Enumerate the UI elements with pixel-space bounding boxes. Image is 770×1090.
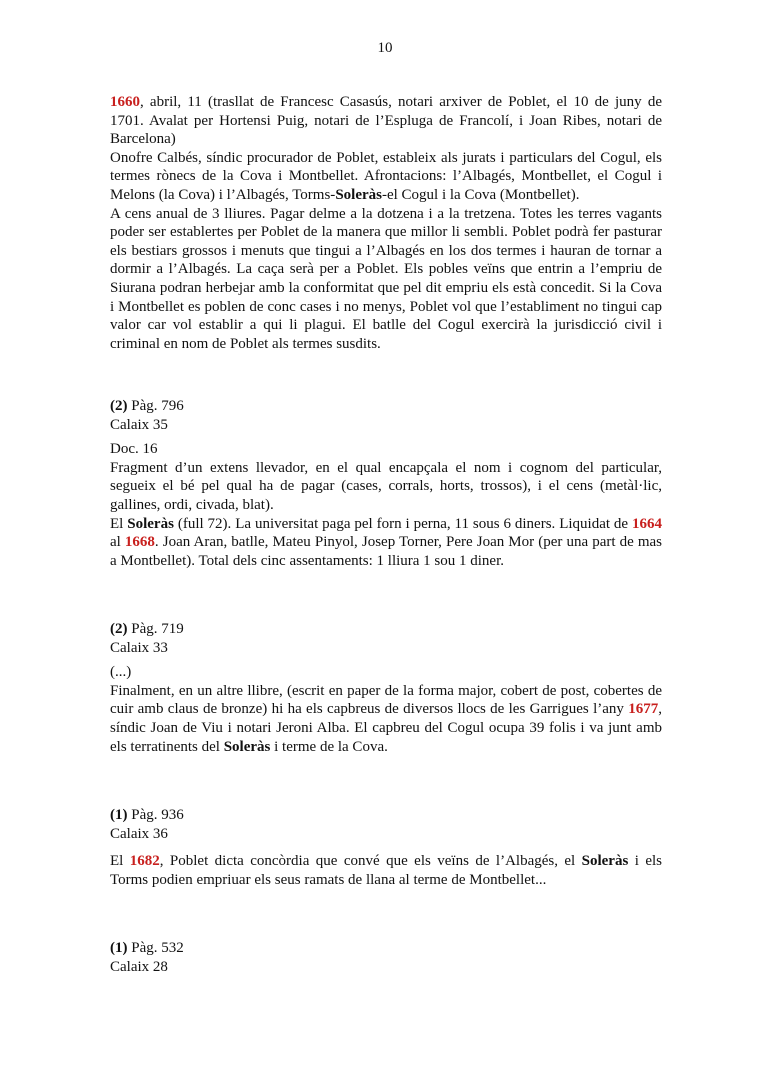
year-highlight: 1677: [628, 701, 659, 718]
text-run: i terme de la Cova.: [270, 738, 388, 755]
text-run: -el Cogul i la Cova (Montbellet).: [381, 186, 580, 203]
entry-pag-936: [110, 806, 662, 889]
text-run: al: [110, 534, 125, 551]
entry-1660-paragraph-2: [110, 149, 662, 205]
text-run: , síndic Joan de Viu i notari Jeroni Alba. El capbreu del Cogul ocupa 39 folis i va junt amb els terratinents del: [110, 701, 662, 755]
page-reference: [110, 806, 662, 825]
text-run: . Joan Aran, batlle, Mateu Pinyol, Josep Torner, Pere Joan Mor (per una part de mas a Montbellet). Total dels cinc assentaments: 1 lliura 1 sou 1 diner.: [110, 534, 662, 569]
reference-number: (2): [110, 398, 128, 414]
text-run: (full 72). La universitat paga pel forn i perna, 11 sous 6 diners. Liquidat de: [173, 515, 632, 532]
entry-796-paragraph-2: [110, 515, 662, 571]
doc-label: Doc. 16: [110, 441, 158, 458]
reference-number: (1): [110, 807, 128, 823]
soleras-bold: Soleràs: [581, 853, 629, 870]
page-reference: [110, 939, 662, 958]
entry-pag-796: [110, 397, 662, 570]
year-highlight: 1668: [124, 534, 155, 551]
reference-page: Pàg. 936: [127, 807, 184, 823]
page-number: 10: [377, 40, 393, 56]
calaix-label: Calaix 35: [110, 416, 168, 433]
calaix-label: Calaix 36: [110, 825, 168, 842]
page-reference: [110, 620, 662, 639]
soleras-bold: Soleràs: [335, 186, 382, 203]
text-run: Onofre Calbés, síndic procurador de Poblet, estableix als jurats i particulars del Cogul, els termes rònecs de la Cova i Montbellet. Afrontacions: l’Albagés, Montbellet, el Cogul i Melons (la Cova) i l’Albagés, Torms-: [110, 149, 662, 203]
entry-1660-header: [110, 93, 662, 149]
reference-page: Pàg. 719: [127, 621, 184, 637]
calaix-label: Calaix 28: [110, 958, 168, 975]
text-run: Finalment, en un altre llibre, (escrit en paper de la forma major, cobert de post, cobertes de cuir amb claus de bronze) hi ha els capbreus de diversos llocs de les Garrigues l’any: [110, 682, 662, 718]
soleras-bold: Soleràs: [223, 738, 271, 755]
text-run: El: [110, 515, 128, 532]
page-reference: [110, 397, 662, 416]
entry-936-paragraph: [110, 852, 662, 889]
year-highlight: 1682: [129, 853, 160, 870]
soleras-bold: Soleràs: [127, 515, 174, 532]
entry-1660: [110, 93, 662, 353]
reference-page: Pàg. 532: [127, 940, 184, 956]
text-run: El: [110, 853, 130, 870]
calaix-label: Calaix 33: [110, 639, 168, 656]
entry-719-paragraph: [110, 682, 662, 756]
entry-796-paragraph-1: Fragment d’un extens llevador, en el qual encapçala el nom i cognom del particular, segueix el bé pel qual ha de pagar (cases, corrals, horts, trossos), i el cens (metàl·lic, gallines, ordi, civada, blat).: [110, 459, 662, 513]
ellipsis-label: (...): [110, 664, 132, 681]
year-highlight: 1660: [110, 94, 140, 110]
year-highlight: 1664: [632, 515, 662, 532]
text-run: , Poblet dicta concòrdia que convé que els veïns de l’Albagés, el: [159, 853, 582, 870]
text-run: i els Torms podien empriuar els seus ramats de llana al terme de Montbellet...: [110, 853, 662, 888]
reference-page: Pàg. 796: [127, 398, 184, 414]
reference-number: (1): [110, 940, 128, 956]
entry-pag-532: [110, 939, 662, 976]
entry-1660-paragraph-3: A cens anual de 3 lliures. Pagar delme a la dotzena i a la tretzena. Totes les terres vagants poder ser establertes per Poblet de la manera que millor li sembli. Poblet podrà fer pasturar els bestiars grossos i menuts que tingui a l’Albagés en los dos termes i hauran de tornar a dormir a l’Albagés. La caça serà per a Poblet. Els pobles veïns que entrin a l’empriu de Siurana podran herbejar amb la conformitat que pel dit empriu els està concedit. Si la Cova i Montbellet es poblen de conc cases i no menys, Poblet vol que l’establiment no tingui cap valor car vol establir a qui li plagui. El batlle del Cogul exercirà la jurisdicció civil i criminal en nom de Poblet als termes susdits.: [110, 205, 662, 352]
entry-pag-719: [110, 620, 662, 756]
reference-number: (2): [110, 621, 128, 637]
entry-1660-header-text: , abril, 11 (trasllat de Francesc Casasús, notari arxiver de Poblet, el 10 de juny de 1701. Avalat per Hortensi Puig, notari de l’Espluga de Francolí, i Joan Ribes, notari de Barcelona): [110, 94, 662, 148]
